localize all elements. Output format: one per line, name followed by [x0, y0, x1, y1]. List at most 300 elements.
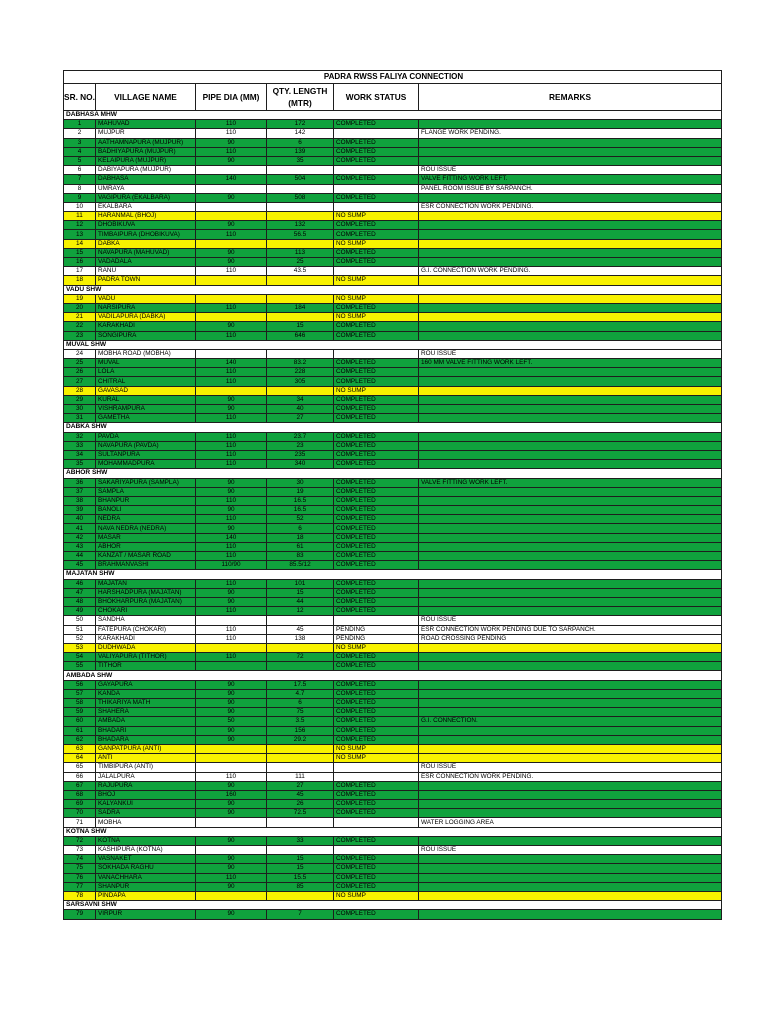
table-row	[64, 809, 722, 818]
cell-sr-no: 28	[64, 386, 96, 395]
cell-qty-length: 16.5	[267, 496, 334, 505]
cell-sr-no: 58	[64, 699, 96, 708]
cell-sr-no: 79	[64, 910, 96, 919]
cell-sr-no: 48	[64, 597, 96, 606]
cell-qty-length: 23	[267, 441, 334, 450]
cell-village-name: SAKARIYAPURA (SAMPLA)	[96, 478, 196, 487]
cell-sr-no: 57	[64, 689, 96, 698]
cell-work-status: COMPLETED	[334, 699, 419, 708]
cell-work-status: COMPLETED	[334, 588, 419, 597]
cell-sr-no: 45	[64, 561, 96, 570]
cell-pipe-dia: 110	[196, 450, 267, 459]
header-pipe-dia: PIPE DIA (MM)	[196, 84, 267, 111]
cell-remarks: ROU ISSUE	[419, 616, 722, 625]
cell-village-name: MOHAMMADPURA	[96, 460, 196, 469]
cell-sr-no: 74	[64, 855, 96, 864]
cell-village-name: SOKHADA RAGHU	[96, 864, 196, 873]
cell-pipe-dia: 110	[196, 625, 267, 634]
cell-pipe-dia: 90	[196, 506, 267, 515]
cell-sr-no: 70	[64, 809, 96, 818]
cell-village-name: SULTANPURA	[96, 450, 196, 459]
cell-sr-no: 1	[64, 120, 96, 129]
cell-remarks: ESR CONNECTION WORK PENDING.	[419, 772, 722, 781]
table-row	[64, 450, 722, 459]
cell-pipe-dia	[196, 818, 267, 827]
cell-qty-length	[267, 846, 334, 855]
table-row	[64, 763, 722, 772]
cell-pipe-dia: 110	[196, 552, 267, 561]
cell-work-status: COMPLETED	[334, 533, 419, 542]
cell-village-name: CHITRAL	[96, 377, 196, 386]
section-row	[64, 423, 722, 432]
cell-qty-length	[267, 386, 334, 395]
cell-work-status: COMPLETED	[334, 524, 419, 533]
cell-remarks	[419, 588, 722, 597]
cell-village-name: KARAKHADI	[96, 634, 196, 643]
cell-village-name: DABKA	[96, 239, 196, 248]
table-row	[64, 653, 722, 662]
cell-village-name: SADRA	[96, 809, 196, 818]
table-row	[64, 212, 722, 221]
section-row	[64, 901, 722, 910]
table-row	[64, 607, 722, 616]
cell-work-status: COMPLETED	[334, 193, 419, 202]
cell-work-status: COMPLETED	[334, 359, 419, 368]
cell-qty-length	[267, 276, 334, 285]
section-row	[64, 469, 722, 478]
cell-remarks	[419, 506, 722, 515]
table-row	[64, 303, 722, 312]
cell-village-name: HARSHADPURA (MAJATAN)	[96, 588, 196, 597]
cell-qty-length: 138	[267, 634, 334, 643]
cell-sr-no: 59	[64, 708, 96, 717]
cell-qty-length: 85	[267, 882, 334, 891]
table-row	[64, 643, 722, 652]
cell-work-status: COMPLETED	[334, 855, 419, 864]
cell-remarks	[419, 156, 722, 165]
header-sr-no: SR. NO.	[64, 84, 96, 111]
cell-work-status: COMPLETED	[334, 579, 419, 588]
cell-village-name: GAYAPURA	[96, 680, 196, 689]
cell-work-status: COMPLETED	[334, 561, 419, 570]
cell-village-name: SAMPLA	[96, 487, 196, 496]
cell-pipe-dia: 90	[196, 910, 267, 919]
cell-remarks	[419, 781, 722, 790]
cell-sr-no: 10	[64, 202, 96, 211]
cell-remarks	[419, 450, 722, 459]
cell-village-name: BHADARA	[96, 735, 196, 744]
cell-qty-length: 228	[267, 368, 334, 377]
cell-work-status: COMPLETED	[334, 487, 419, 496]
cell-village-name: JALALPURA	[96, 772, 196, 781]
table-row	[64, 689, 722, 698]
cell-work-status: COMPLETED	[334, 395, 419, 404]
cell-work-status: PENDING	[334, 625, 419, 634]
table-row	[64, 405, 722, 414]
cell-sr-no: 33	[64, 441, 96, 450]
header-village-name: VILLAGE NAME	[96, 84, 196, 111]
cell-sr-no: 52	[64, 634, 96, 643]
cell-qty-length: 45	[267, 625, 334, 634]
section-title: KOTNA SHW	[64, 827, 722, 836]
cell-qty-length	[267, 294, 334, 303]
cell-qty-length: 139	[267, 147, 334, 156]
cell-pipe-dia: 90	[196, 836, 267, 845]
cell-work-status: COMPLETED	[334, 156, 419, 165]
cell-sr-no: 31	[64, 414, 96, 423]
table-row	[64, 147, 722, 156]
cell-sr-no: 5	[64, 156, 96, 165]
cell-pipe-dia: 90	[196, 138, 267, 147]
section-row	[64, 671, 722, 680]
cell-qty-length: 508	[267, 193, 334, 202]
cell-village-name: RAJUPURA	[96, 781, 196, 790]
cell-village-name: MAHUVAD	[96, 120, 196, 129]
cell-sr-no: 54	[64, 653, 96, 662]
cell-pipe-dia	[196, 294, 267, 303]
cell-qty-length: 85.5/12	[267, 561, 334, 570]
cell-remarks	[419, 542, 722, 551]
cell-qty-length: 27	[267, 414, 334, 423]
cell-village-name: PADRA TOWN	[96, 276, 196, 285]
table-row	[64, 597, 722, 606]
cell-remarks	[419, 561, 722, 570]
cell-work-status: COMPLETED	[334, 331, 419, 340]
cell-remarks	[419, 432, 722, 441]
cell-remarks: VALVE FITTING WORK LEFT.	[419, 478, 722, 487]
cell-remarks: ROU ISSUE	[419, 166, 722, 175]
cell-sr-no: 60	[64, 717, 96, 726]
cell-qty-length: 6	[267, 138, 334, 147]
cell-qty-length: 83.2	[267, 359, 334, 368]
table-row	[64, 634, 722, 643]
cell-work-status	[334, 166, 419, 175]
cell-work-status: COMPLETED	[334, 506, 419, 515]
cell-sr-no: 64	[64, 754, 96, 763]
cell-village-name: TIMBAIPURA (DHOBIKUVA)	[96, 230, 196, 239]
cell-work-status: COMPLETED	[334, 653, 419, 662]
cell-village-name: BHOKHARPURA (MAJATAN)	[96, 597, 196, 606]
cell-sr-no: 65	[64, 763, 96, 772]
cell-pipe-dia: 110	[196, 147, 267, 156]
cell-qty-length: 34	[267, 395, 334, 404]
cell-village-name: ABHOR	[96, 542, 196, 551]
cell-village-name: DABHASA	[96, 175, 196, 184]
table-row	[64, 156, 722, 165]
table-row	[64, 836, 722, 845]
cell-sr-no: 71	[64, 818, 96, 827]
cell-village-name: KELAIPURA (MUJPUR)	[96, 156, 196, 165]
cell-remarks	[419, 744, 722, 753]
cell-sr-no: 69	[64, 800, 96, 809]
cell-remarks	[419, 735, 722, 744]
cell-remarks	[419, 230, 722, 239]
cell-pipe-dia: 110	[196, 441, 267, 450]
cell-pipe-dia: 110	[196, 368, 267, 377]
cell-village-name: MUJPUR	[96, 129, 196, 138]
cell-village-name: BHANPUR	[96, 496, 196, 505]
cell-qty-length	[267, 662, 334, 671]
section-title: DABKA SHW	[64, 423, 722, 432]
faliya-connection-table	[63, 70, 722, 920]
cell-pipe-dia: 90	[196, 478, 267, 487]
cell-sr-no: 19	[64, 294, 96, 303]
cell-sr-no: 78	[64, 891, 96, 900]
cell-sr-no: 18	[64, 276, 96, 285]
cell-work-status: COMPLETED	[334, 515, 419, 524]
section-title: VADU SHW	[64, 285, 722, 294]
cell-work-status: COMPLETED	[334, 864, 419, 873]
cell-remarks: PANEL ROOM ISSUE BY SARPANCH.	[419, 184, 722, 193]
cell-qty-length: 33	[267, 836, 334, 845]
cell-remarks: ROAD CROSSING PENDING	[419, 634, 722, 643]
cell-village-name: SHANPUR	[96, 882, 196, 891]
section-row	[64, 285, 722, 294]
cell-village-name: VALIYAPURA (TITHOR)	[96, 653, 196, 662]
cell-pipe-dia: 110	[196, 230, 267, 239]
cell-qty-length: 172	[267, 120, 334, 129]
cell-work-status	[334, 267, 419, 276]
cell-remarks	[419, 597, 722, 606]
cell-qty-length: 12	[267, 607, 334, 616]
table-row	[64, 800, 722, 809]
cell-qty-length: 72.5	[267, 809, 334, 818]
cell-sr-no: 14	[64, 239, 96, 248]
cell-qty-length: 23.7	[267, 432, 334, 441]
cell-village-name: HARANMAL (BHOJ)	[96, 212, 196, 221]
cell-work-status: COMPLETED	[334, 809, 419, 818]
cell-village-name: VIRPUR	[96, 910, 196, 919]
cell-village-name: GAMETHA	[96, 414, 196, 423]
cell-pipe-dia: 90	[196, 708, 267, 717]
cell-qty-length: 15	[267, 322, 334, 331]
cell-remarks	[419, 836, 722, 845]
cell-village-name: TITHOR	[96, 662, 196, 671]
cell-village-name: KURAL	[96, 395, 196, 404]
table-row	[64, 331, 722, 340]
cell-remarks	[419, 607, 722, 616]
cell-work-status	[334, 763, 419, 772]
cell-sr-no: 2	[64, 129, 96, 138]
cell-qty-length: 111	[267, 772, 334, 781]
cell-pipe-dia: 90	[196, 597, 267, 606]
cell-remarks	[419, 855, 722, 864]
cell-qty-length: 15.5	[267, 873, 334, 882]
cell-qty-length: 30	[267, 478, 334, 487]
table-row	[64, 359, 722, 368]
cell-qty-length: 3.5	[267, 717, 334, 726]
cell-work-status	[334, 202, 419, 211]
cell-village-name: ANTI	[96, 754, 196, 763]
cell-qty-length: 6	[267, 524, 334, 533]
cell-pipe-dia: 110	[196, 267, 267, 276]
cell-qty-length	[267, 818, 334, 827]
cell-sr-no: 15	[64, 248, 96, 257]
cell-remarks	[419, 680, 722, 689]
cell-village-name: VAGIPURA (EKALBARA)	[96, 193, 196, 202]
cell-remarks	[419, 643, 722, 652]
cell-work-status: COMPLETED	[334, 781, 419, 790]
cell-village-name: KASHIPURA (KOTNA)	[96, 846, 196, 855]
cell-work-status: COMPLETED	[334, 726, 419, 735]
cell-qty-length: 29.2	[267, 735, 334, 744]
cell-village-name: SHAHERA	[96, 708, 196, 717]
table-row	[64, 506, 722, 515]
table-row	[64, 533, 722, 542]
cell-pipe-dia: 140	[196, 533, 267, 542]
cell-pipe-dia: 90	[196, 221, 267, 230]
cell-sr-no: 13	[64, 230, 96, 239]
table-row	[64, 735, 722, 744]
cell-work-status: COMPLETED	[334, 680, 419, 689]
cell-qty-length	[267, 166, 334, 175]
cell-sr-no: 17	[64, 267, 96, 276]
cell-work-status: COMPLETED	[334, 258, 419, 267]
cell-sr-no: 63	[64, 744, 96, 753]
cell-remarks	[419, 891, 722, 900]
cell-remarks	[419, 864, 722, 873]
cell-pipe-dia: 110	[196, 331, 267, 340]
cell-remarks	[419, 313, 722, 322]
cell-pipe-dia	[196, 846, 267, 855]
cell-remarks	[419, 395, 722, 404]
section-title: MAJATAN SHW	[64, 570, 722, 579]
cell-village-name: MOBHA ROAD (MOBHA)	[96, 349, 196, 358]
cell-village-name: BHADARI	[96, 726, 196, 735]
cell-qty-length: 6	[267, 699, 334, 708]
cell-work-status: COMPLETED	[334, 230, 419, 239]
cell-pipe-dia	[196, 239, 267, 248]
cell-remarks	[419, 579, 722, 588]
cell-village-name: NAVAPURA (MAHUVAD)	[96, 248, 196, 257]
cell-pipe-dia	[196, 616, 267, 625]
cell-pipe-dia	[196, 313, 267, 322]
cell-sr-no: 12	[64, 221, 96, 230]
cell-work-status: NO SUMP	[334, 744, 419, 753]
cell-sr-no: 11	[64, 212, 96, 221]
cell-remarks	[419, 212, 722, 221]
cell-sr-no: 24	[64, 349, 96, 358]
cell-sr-no: 62	[64, 735, 96, 744]
cell-work-status	[334, 129, 419, 138]
cell-village-name: UMRAYA	[96, 184, 196, 193]
cell-pipe-dia: 90	[196, 680, 267, 689]
cell-pipe-dia: 90	[196, 248, 267, 257]
cell-sr-no: 8	[64, 184, 96, 193]
cell-qty-length: 61	[267, 542, 334, 551]
cell-work-status	[334, 349, 419, 358]
cell-village-name: KALYANKUI	[96, 800, 196, 809]
table-row	[64, 267, 722, 276]
cell-sr-no: 32	[64, 432, 96, 441]
cell-sr-no: 16	[64, 258, 96, 267]
cell-sr-no: 29	[64, 395, 96, 404]
cell-qty-length	[267, 202, 334, 211]
cell-village-name: VADU	[96, 294, 196, 303]
table-row	[64, 744, 722, 753]
cell-sr-no: 68	[64, 790, 96, 799]
cell-work-status	[334, 184, 419, 193]
table-row	[64, 726, 722, 735]
cell-sr-no: 44	[64, 552, 96, 561]
table-row	[64, 166, 722, 175]
cell-qty-length: 56.5	[267, 230, 334, 239]
cell-sr-no: 9	[64, 193, 96, 202]
cell-remarks: ROU ISSUE	[419, 349, 722, 358]
cell-qty-length: 18	[267, 533, 334, 542]
cell-sr-no: 4	[64, 147, 96, 156]
cell-remarks	[419, 699, 722, 708]
cell-village-name: PINDAPA	[96, 891, 196, 900]
cell-village-name: DABIYAPURA (MUJPUR)	[96, 166, 196, 175]
cell-pipe-dia	[196, 349, 267, 358]
cell-remarks: ESR CONNECTION WORK PENDING.	[419, 202, 722, 211]
section-title: AMBADA SHW	[64, 671, 722, 680]
cell-qty-length: 19	[267, 487, 334, 496]
cell-sr-no: 20	[64, 303, 96, 312]
cell-pipe-dia: 50	[196, 717, 267, 726]
cell-qty-length	[267, 616, 334, 625]
cell-work-status: COMPLETED	[334, 542, 419, 551]
cell-village-name: TIMBIPURA (ANTI)	[96, 763, 196, 772]
cell-qty-length: 15	[267, 588, 334, 597]
table-row	[64, 708, 722, 717]
table-row	[64, 699, 722, 708]
cell-sr-no: 42	[64, 533, 96, 542]
cell-sr-no: 35	[64, 460, 96, 469]
cell-remarks	[419, 322, 722, 331]
cell-village-name: AATHAMNAPURA (MUJPUR)	[96, 138, 196, 147]
cell-pipe-dia: 110	[196, 579, 267, 588]
cell-remarks	[419, 386, 722, 395]
table-row	[64, 855, 722, 864]
section-row	[64, 340, 722, 349]
cell-village-name: MASAR	[96, 533, 196, 542]
cell-qty-length: 156	[267, 726, 334, 735]
cell-village-name: BRAHMANVASHI	[96, 561, 196, 570]
table-row	[64, 230, 722, 239]
section-title: ABHOR SHW	[64, 469, 722, 478]
cell-qty-length: 340	[267, 460, 334, 469]
cell-remarks	[419, 460, 722, 469]
cell-village-name: BANOLI	[96, 506, 196, 515]
cell-qty-length: 43.5	[267, 267, 334, 276]
table-row	[64, 239, 722, 248]
cell-remarks	[419, 193, 722, 202]
cell-village-name: THIKARIYA MATH	[96, 699, 196, 708]
cell-remarks	[419, 377, 722, 386]
cell-pipe-dia: 110	[196, 120, 267, 129]
table-row	[64, 542, 722, 551]
cell-sr-no: 23	[64, 331, 96, 340]
table-row	[64, 846, 722, 855]
cell-remarks	[419, 790, 722, 799]
table-row	[64, 349, 722, 358]
cell-sr-no: 41	[64, 524, 96, 533]
cell-remarks	[419, 294, 722, 303]
cell-remarks	[419, 303, 722, 312]
cell-remarks	[419, 147, 722, 156]
cell-work-status: COMPLETED	[334, 432, 419, 441]
table-row	[64, 717, 722, 726]
cell-pipe-dia	[196, 754, 267, 763]
table-row	[64, 625, 722, 634]
cell-qty-length	[267, 763, 334, 772]
table-row	[64, 910, 722, 919]
cell-remarks	[419, 221, 722, 230]
cell-sr-no: 66	[64, 772, 96, 781]
table-row	[64, 781, 722, 790]
